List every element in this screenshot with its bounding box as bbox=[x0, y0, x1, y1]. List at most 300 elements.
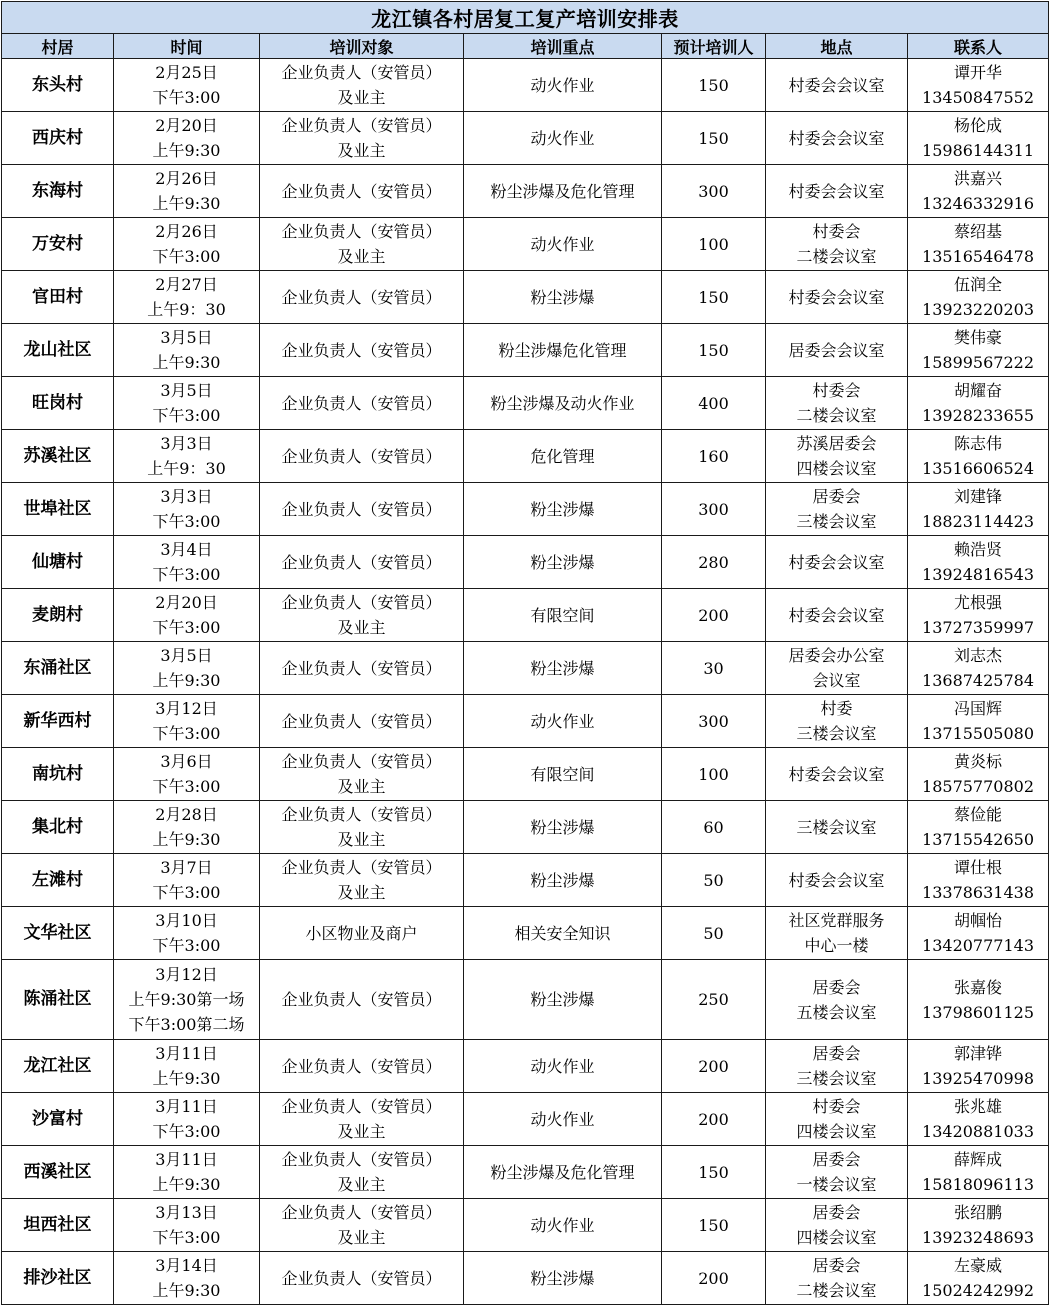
location-line: 居委会 bbox=[812, 977, 861, 997]
time-cell bbox=[114, 112, 260, 165]
target-cell bbox=[260, 59, 464, 112]
location-line: 社区党群服务 bbox=[788, 911, 885, 930]
contact-line: 蔡绍基 bbox=[954, 222, 1003, 241]
location-line: 村委会 bbox=[812, 381, 861, 400]
time-line: 上午9:30 bbox=[152, 671, 221, 690]
location-line: 居委会 bbox=[812, 487, 861, 506]
village-cell: 东海村 bbox=[2, 165, 114, 218]
location-line: 村委会会议室 bbox=[788, 870, 885, 890]
table-row bbox=[2, 854, 1049, 907]
training-schedule-table bbox=[1, 1, 1049, 1305]
time-cell bbox=[114, 589, 260, 642]
location-line: 中心一楼 bbox=[804, 936, 869, 955]
table-row bbox=[2, 536, 1049, 589]
time-cell bbox=[114, 695, 260, 748]
time-line: 下午3:00 bbox=[152, 406, 221, 425]
table-row bbox=[2, 1199, 1049, 1252]
table-title: 龙江镇各村居复工复产培训安排表 bbox=[2, 2, 1049, 34]
target-line: 及业主 bbox=[337, 1175, 386, 1194]
village-cell: 万安村 bbox=[2, 218, 114, 271]
count-cell: 200 bbox=[662, 589, 766, 642]
location-line: 居委会办公室 bbox=[788, 646, 885, 665]
contact-line: 13420777143 bbox=[922, 936, 1035, 955]
focus-cell: 粉尘涉爆 bbox=[464, 536, 662, 589]
contact-line: 刘志杰 bbox=[954, 646, 1003, 665]
contact-cell bbox=[908, 165, 1049, 218]
contact-line: 13687425784 bbox=[922, 671, 1035, 690]
village-cell: 新华西村 bbox=[2, 695, 114, 748]
contact-cell bbox=[908, 218, 1049, 271]
focus-cell: 粉尘涉爆及动火作业 bbox=[464, 377, 662, 430]
contact-cell bbox=[908, 1252, 1049, 1305]
contact-line: 13925470998 bbox=[922, 1069, 1035, 1088]
count-cell: 150 bbox=[662, 271, 766, 324]
table-row bbox=[2, 748, 1049, 801]
table-row bbox=[2, 112, 1049, 165]
location-line: 村委 bbox=[820, 699, 853, 718]
target-line: 企业负责人（安管员） bbox=[281, 287, 442, 307]
contact-cell bbox=[908, 1040, 1049, 1093]
contact-line: 18575770802 bbox=[922, 777, 1035, 796]
count-cell: 100 bbox=[662, 218, 766, 271]
count-cell: 60 bbox=[662, 801, 766, 854]
time-cell bbox=[114, 59, 260, 112]
time-line: 3月6日 bbox=[160, 752, 213, 771]
time-line: 2月26日 bbox=[155, 222, 218, 241]
table-row bbox=[2, 1093, 1049, 1146]
village-cell: 东头村 bbox=[2, 59, 114, 112]
target-line: 企业负责人（安管员） bbox=[281, 499, 442, 519]
contact-line: 蔡俭能 bbox=[954, 805, 1003, 824]
count-cell: 200 bbox=[662, 1252, 766, 1305]
location-line: 村委会会议室 bbox=[788, 605, 885, 625]
location-line: 三楼会议室 bbox=[796, 512, 877, 531]
contact-line: 张嘉俊 bbox=[954, 977, 1003, 997]
header-target: 培训对象 bbox=[260, 34, 464, 59]
target-line: 企业负责人（安管员） bbox=[281, 1150, 442, 1169]
count-cell: 250 bbox=[662, 960, 766, 1040]
location-line: 三楼会议室 bbox=[796, 817, 877, 837]
target-line: 企业负责人（安管员） bbox=[281, 1097, 442, 1116]
contact-cell bbox=[908, 642, 1049, 695]
focus-cell: 危化管理 bbox=[464, 430, 662, 483]
target-cell bbox=[260, 218, 464, 271]
village-cell: 龙山社区 bbox=[2, 324, 114, 377]
village-cell: 西庆村 bbox=[2, 112, 114, 165]
location-cell bbox=[766, 377, 908, 430]
contact-line: 胡耀奋 bbox=[954, 381, 1003, 400]
target-line: 企业负责人（安管员） bbox=[281, 711, 442, 731]
contact-line: 杨伦成 bbox=[954, 116, 1003, 135]
time-cell bbox=[114, 1199, 260, 1252]
table-row bbox=[2, 1040, 1049, 1093]
location-cell bbox=[766, 1146, 908, 1199]
count-cell: 400 bbox=[662, 377, 766, 430]
contact-line: 张兆雄 bbox=[954, 1097, 1003, 1116]
target-line: 企业负责人（安管员） bbox=[281, 805, 442, 824]
time-cell bbox=[114, 1146, 260, 1199]
target-cell bbox=[260, 589, 464, 642]
contact-line: 15899567222 bbox=[922, 353, 1035, 372]
table-row bbox=[2, 589, 1049, 642]
contact-cell bbox=[908, 907, 1049, 960]
contact-line: 13928233655 bbox=[922, 406, 1035, 425]
time-line: 3月4日 bbox=[160, 540, 213, 559]
time-cell bbox=[114, 960, 260, 1040]
contact-line: 13450847552 bbox=[922, 88, 1035, 107]
location-line: 五楼会议室 bbox=[796, 1002, 877, 1022]
time-cell bbox=[114, 218, 260, 271]
count-cell: 150 bbox=[662, 1146, 766, 1199]
target-cell bbox=[260, 271, 464, 324]
contact-line: 13924816543 bbox=[922, 565, 1035, 584]
focus-cell: 粉尘涉爆 bbox=[464, 801, 662, 854]
count-cell: 200 bbox=[662, 1093, 766, 1146]
time-cell bbox=[114, 642, 260, 695]
contact-line: 15986144311 bbox=[922, 141, 1035, 160]
time-line: 3月10日 bbox=[155, 911, 218, 930]
target-cell bbox=[260, 165, 464, 218]
contact-line: 郭津铧 bbox=[954, 1044, 1003, 1063]
table-row bbox=[2, 377, 1049, 430]
target-line: 企业负责人（安管员） bbox=[281, 116, 442, 135]
contact-cell bbox=[908, 1146, 1049, 1199]
contact-line: 13378631438 bbox=[922, 883, 1035, 902]
target-cell bbox=[260, 536, 464, 589]
time-line: 2月27日 bbox=[155, 275, 218, 294]
location-cell bbox=[766, 854, 908, 907]
location-cell bbox=[766, 907, 908, 960]
focus-cell: 粉尘涉爆 bbox=[464, 483, 662, 536]
time-cell bbox=[114, 536, 260, 589]
village-cell: 坦西社区 bbox=[2, 1199, 114, 1252]
count-cell: 150 bbox=[662, 59, 766, 112]
time-line: 3月3日 bbox=[160, 434, 213, 453]
count-cell: 30 bbox=[662, 642, 766, 695]
location-cell bbox=[766, 589, 908, 642]
village-cell: 沙富村 bbox=[2, 1093, 114, 1146]
target-cell bbox=[260, 801, 464, 854]
count-cell: 200 bbox=[662, 1040, 766, 1093]
count-cell: 300 bbox=[662, 483, 766, 536]
time-cell bbox=[114, 1093, 260, 1146]
count-cell: 160 bbox=[662, 430, 766, 483]
contact-line: 陈志伟 bbox=[954, 434, 1003, 453]
location-line: 村委会会议室 bbox=[788, 287, 885, 307]
contact-cell bbox=[908, 324, 1049, 377]
time-line: 3月11日 bbox=[155, 1150, 218, 1169]
time-line: 下午3:00 bbox=[152, 883, 221, 902]
location-line: 居委会 bbox=[812, 1256, 861, 1275]
time-line: 2月28日 bbox=[155, 805, 218, 824]
focus-cell: 动火作业 bbox=[464, 1040, 662, 1093]
location-cell bbox=[766, 218, 908, 271]
target-cell bbox=[260, 377, 464, 430]
time-line: 2月20日 bbox=[155, 116, 218, 135]
target-cell bbox=[260, 112, 464, 165]
contact-cell bbox=[908, 854, 1049, 907]
count-cell: 280 bbox=[662, 536, 766, 589]
village-cell: 仙塘村 bbox=[2, 536, 114, 589]
contact-line: 13715505080 bbox=[922, 724, 1035, 743]
focus-cell: 动火作业 bbox=[464, 112, 662, 165]
target-cell bbox=[260, 642, 464, 695]
contact-line: 左豪威 bbox=[954, 1256, 1003, 1275]
time-line: 3月12日 bbox=[155, 965, 218, 984]
time-line: 2月26日 bbox=[155, 169, 218, 188]
village-cell: 龙江社区 bbox=[2, 1040, 114, 1093]
location-line: 村委会会议室 bbox=[788, 128, 885, 148]
location-line: 村委会会议室 bbox=[788, 552, 885, 572]
location-cell bbox=[766, 112, 908, 165]
contact-cell bbox=[908, 1199, 1049, 1252]
target-cell bbox=[260, 1040, 464, 1093]
table-row bbox=[2, 695, 1049, 748]
contact-cell bbox=[908, 695, 1049, 748]
target-line: 企业负责人（安管员） bbox=[281, 858, 442, 877]
contact-cell bbox=[908, 271, 1049, 324]
location-line: 会议室 bbox=[812, 671, 861, 690]
target-line: 及业主 bbox=[337, 88, 386, 107]
village-cell: 文华社区 bbox=[2, 907, 114, 960]
location-line: 三楼会议室 bbox=[796, 1069, 877, 1088]
header-village: 村居 bbox=[2, 34, 114, 59]
location-line: 二楼会议室 bbox=[796, 247, 877, 266]
time-line: 上午9:30 bbox=[152, 830, 221, 849]
time-cell bbox=[114, 271, 260, 324]
focus-cell: 有限空间 bbox=[464, 589, 662, 642]
village-cell: 排沙社区 bbox=[2, 1252, 114, 1305]
contact-line: 尤根强 bbox=[954, 593, 1003, 612]
table-row bbox=[2, 218, 1049, 271]
time-line: 下午3:00 bbox=[152, 724, 221, 743]
target-line: 企业负责人（安管员） bbox=[281, 446, 442, 466]
village-cell: 陈涌社区 bbox=[2, 960, 114, 1040]
village-cell: 东涌社区 bbox=[2, 642, 114, 695]
contact-line: 13798601125 bbox=[922, 1002, 1035, 1022]
contact-cell bbox=[908, 112, 1049, 165]
time-line: 上午9:30 bbox=[152, 1069, 221, 1088]
village-cell: 西溪社区 bbox=[2, 1146, 114, 1199]
time-line: 3月3日 bbox=[160, 487, 213, 506]
target-line: 企业负责人（安管员） bbox=[281, 658, 442, 678]
village-cell: 苏溪社区 bbox=[2, 430, 114, 483]
target-cell bbox=[260, 430, 464, 483]
focus-cell: 粉尘涉爆危化管理 bbox=[464, 324, 662, 377]
count-cell: 300 bbox=[662, 695, 766, 748]
target-line: 及业主 bbox=[337, 883, 386, 902]
time-cell bbox=[114, 165, 260, 218]
village-cell: 集北村 bbox=[2, 801, 114, 854]
contact-line: 13923220203 bbox=[922, 300, 1035, 319]
target-cell bbox=[260, 324, 464, 377]
count-cell: 50 bbox=[662, 907, 766, 960]
target-line: 企业负责人（安管员） bbox=[281, 181, 442, 201]
contact-line: 15818096113 bbox=[922, 1175, 1035, 1194]
contact-line: 谭仕根 bbox=[954, 858, 1003, 877]
time-line: 下午3:00 bbox=[152, 565, 221, 584]
target-line: 企业负责人（安管员） bbox=[281, 393, 442, 413]
location-line: 四楼会议室 bbox=[796, 1122, 877, 1141]
focus-cell: 粉尘涉爆 bbox=[464, 271, 662, 324]
header-time: 时间 bbox=[114, 34, 260, 59]
time-cell bbox=[114, 430, 260, 483]
time-line: 下午3:00 bbox=[152, 247, 221, 266]
count-cell: 150 bbox=[662, 112, 766, 165]
contact-cell bbox=[908, 536, 1049, 589]
time-cell bbox=[114, 324, 260, 377]
focus-cell: 动火作业 bbox=[464, 1093, 662, 1146]
location-line: 居委会 bbox=[812, 1044, 861, 1063]
contact-line: 谭开华 bbox=[954, 63, 1003, 82]
contact-cell bbox=[908, 1093, 1049, 1146]
location-cell bbox=[766, 1199, 908, 1252]
location-line: 村委会 bbox=[812, 1097, 861, 1116]
focus-cell: 粉尘涉爆 bbox=[464, 960, 662, 1040]
target-line: 企业负责人（安管员） bbox=[281, 1268, 442, 1288]
time-line: 上午9:30 bbox=[152, 141, 221, 160]
time-line: 3月11日 bbox=[155, 1097, 218, 1116]
village-cell: 旺岗村 bbox=[2, 377, 114, 430]
location-line: 村委会 bbox=[812, 222, 861, 241]
contact-line: 13516546478 bbox=[922, 247, 1035, 266]
time-line: 下午3:00 bbox=[152, 1228, 221, 1247]
table-row bbox=[2, 430, 1049, 483]
header-count: 预计培训人 bbox=[662, 34, 766, 59]
location-cell bbox=[766, 1093, 908, 1146]
target-line: 企业负责人（安管员） bbox=[281, 552, 442, 572]
time-line: 上午9：30 bbox=[147, 459, 226, 478]
target-cell bbox=[260, 1093, 464, 1146]
target-cell bbox=[260, 1199, 464, 1252]
contact-line: 黄炎标 bbox=[954, 752, 1003, 771]
header-location: 地点 bbox=[766, 34, 908, 59]
contact-line: 13715542650 bbox=[922, 830, 1035, 849]
time-cell bbox=[114, 801, 260, 854]
table-row bbox=[2, 1146, 1049, 1199]
time-line: 上午9:30 bbox=[152, 353, 221, 372]
contact-line: 张绍鹏 bbox=[954, 1203, 1003, 1222]
time-cell bbox=[114, 1252, 260, 1305]
target-line: 及业主 bbox=[337, 1228, 386, 1247]
target-line: 及业主 bbox=[337, 247, 386, 266]
contact-line: 13420881033 bbox=[922, 1122, 1035, 1141]
village-cell: 南坑村 bbox=[2, 748, 114, 801]
time-line: 上午9:30第一场 bbox=[128, 990, 245, 1009]
contact-cell bbox=[908, 589, 1049, 642]
target-cell bbox=[260, 907, 464, 960]
location-cell bbox=[766, 695, 908, 748]
target-line: 小区物业及商户 bbox=[305, 923, 418, 943]
count-cell: 150 bbox=[662, 324, 766, 377]
contact-line: 13727359997 bbox=[922, 618, 1035, 637]
contact-cell bbox=[908, 483, 1049, 536]
location-line: 居委会 bbox=[812, 1203, 861, 1222]
time-line: 3月5日 bbox=[160, 328, 213, 347]
location-line: 一楼会议室 bbox=[796, 1175, 877, 1194]
contact-line: 18823114423 bbox=[922, 512, 1035, 531]
time-cell bbox=[114, 748, 260, 801]
contact-cell bbox=[908, 801, 1049, 854]
time-cell bbox=[114, 907, 260, 960]
focus-cell: 有限空间 bbox=[464, 748, 662, 801]
location-line: 二楼会议室 bbox=[796, 1281, 877, 1300]
time-line: 下午3:00 bbox=[152, 618, 221, 637]
focus-cell: 粉尘涉爆 bbox=[464, 642, 662, 695]
location-line: 二楼会议室 bbox=[796, 406, 877, 425]
focus-cell: 粉尘涉爆及危化管理 bbox=[464, 1146, 662, 1199]
contact-line: 13246332916 bbox=[922, 194, 1035, 213]
location-line: 村委会会议室 bbox=[788, 181, 885, 201]
location-cell bbox=[766, 748, 908, 801]
time-line: 下午3:00 bbox=[152, 1122, 221, 1141]
village-cell: 左滩村 bbox=[2, 854, 114, 907]
count-cell: 100 bbox=[662, 748, 766, 801]
count-cell: 150 bbox=[662, 1199, 766, 1252]
village-cell: 官田村 bbox=[2, 271, 114, 324]
time-line: 下午3:00 bbox=[152, 936, 221, 955]
target-line: 企业负责人（安管员） bbox=[281, 63, 442, 82]
time-cell bbox=[114, 377, 260, 430]
target-cell bbox=[260, 854, 464, 907]
time-line: 3月14日 bbox=[155, 1256, 218, 1275]
target-line: 企业负责人（安管员） bbox=[281, 990, 442, 1009]
time-line: 3月11日 bbox=[155, 1044, 218, 1063]
contact-line: 13923248693 bbox=[922, 1228, 1035, 1247]
contact-line: 15024242992 bbox=[922, 1281, 1035, 1300]
contact-line: 刘建锋 bbox=[954, 487, 1003, 506]
time-line: 下午3:00 bbox=[152, 777, 221, 796]
target-line: 及业主 bbox=[337, 777, 386, 796]
count-cell: 50 bbox=[662, 854, 766, 907]
header-focus: 培训重点 bbox=[464, 34, 662, 59]
contact-line: 薛辉成 bbox=[954, 1150, 1003, 1169]
location-cell bbox=[766, 1040, 908, 1093]
target-line: 及业主 bbox=[337, 830, 386, 849]
target-line: 企业负责人（安管员） bbox=[281, 222, 442, 241]
contact-line: 樊伟豪 bbox=[954, 328, 1003, 347]
location-line: 居委会会议室 bbox=[788, 340, 885, 360]
time-line: 下午3:00 bbox=[152, 512, 221, 531]
location-cell bbox=[766, 536, 908, 589]
location-cell bbox=[766, 324, 908, 377]
contact-cell bbox=[908, 59, 1049, 112]
contact-cell bbox=[908, 960, 1049, 1040]
time-line: 下午3:00第二场 bbox=[128, 1015, 245, 1034]
time-line: 3月12日 bbox=[155, 699, 218, 718]
location-line: 三楼会议室 bbox=[796, 724, 877, 743]
focus-cell: 动火作业 bbox=[464, 218, 662, 271]
contact-line: 赖浩贤 bbox=[954, 540, 1003, 559]
target-cell bbox=[260, 748, 464, 801]
contact-cell bbox=[908, 430, 1049, 483]
time-line: 3月5日 bbox=[160, 381, 213, 400]
time-line: 3月13日 bbox=[155, 1203, 218, 1222]
contact-line: 洪嘉兴 bbox=[954, 169, 1003, 188]
time-line: 上午9:30 bbox=[152, 1175, 221, 1194]
time-cell bbox=[114, 483, 260, 536]
table-row bbox=[2, 960, 1049, 1040]
time-line: 上午9：30 bbox=[147, 300, 226, 319]
contact-line: 伍润全 bbox=[954, 275, 1003, 294]
target-line: 企业负责人（安管员） bbox=[281, 1056, 442, 1076]
target-line: 及业主 bbox=[337, 1122, 386, 1141]
table-row bbox=[2, 907, 1049, 960]
table-row bbox=[2, 1252, 1049, 1305]
location-line: 村委会会议室 bbox=[788, 75, 885, 95]
time-line: 2月25日 bbox=[155, 63, 218, 82]
table-row bbox=[2, 801, 1049, 854]
